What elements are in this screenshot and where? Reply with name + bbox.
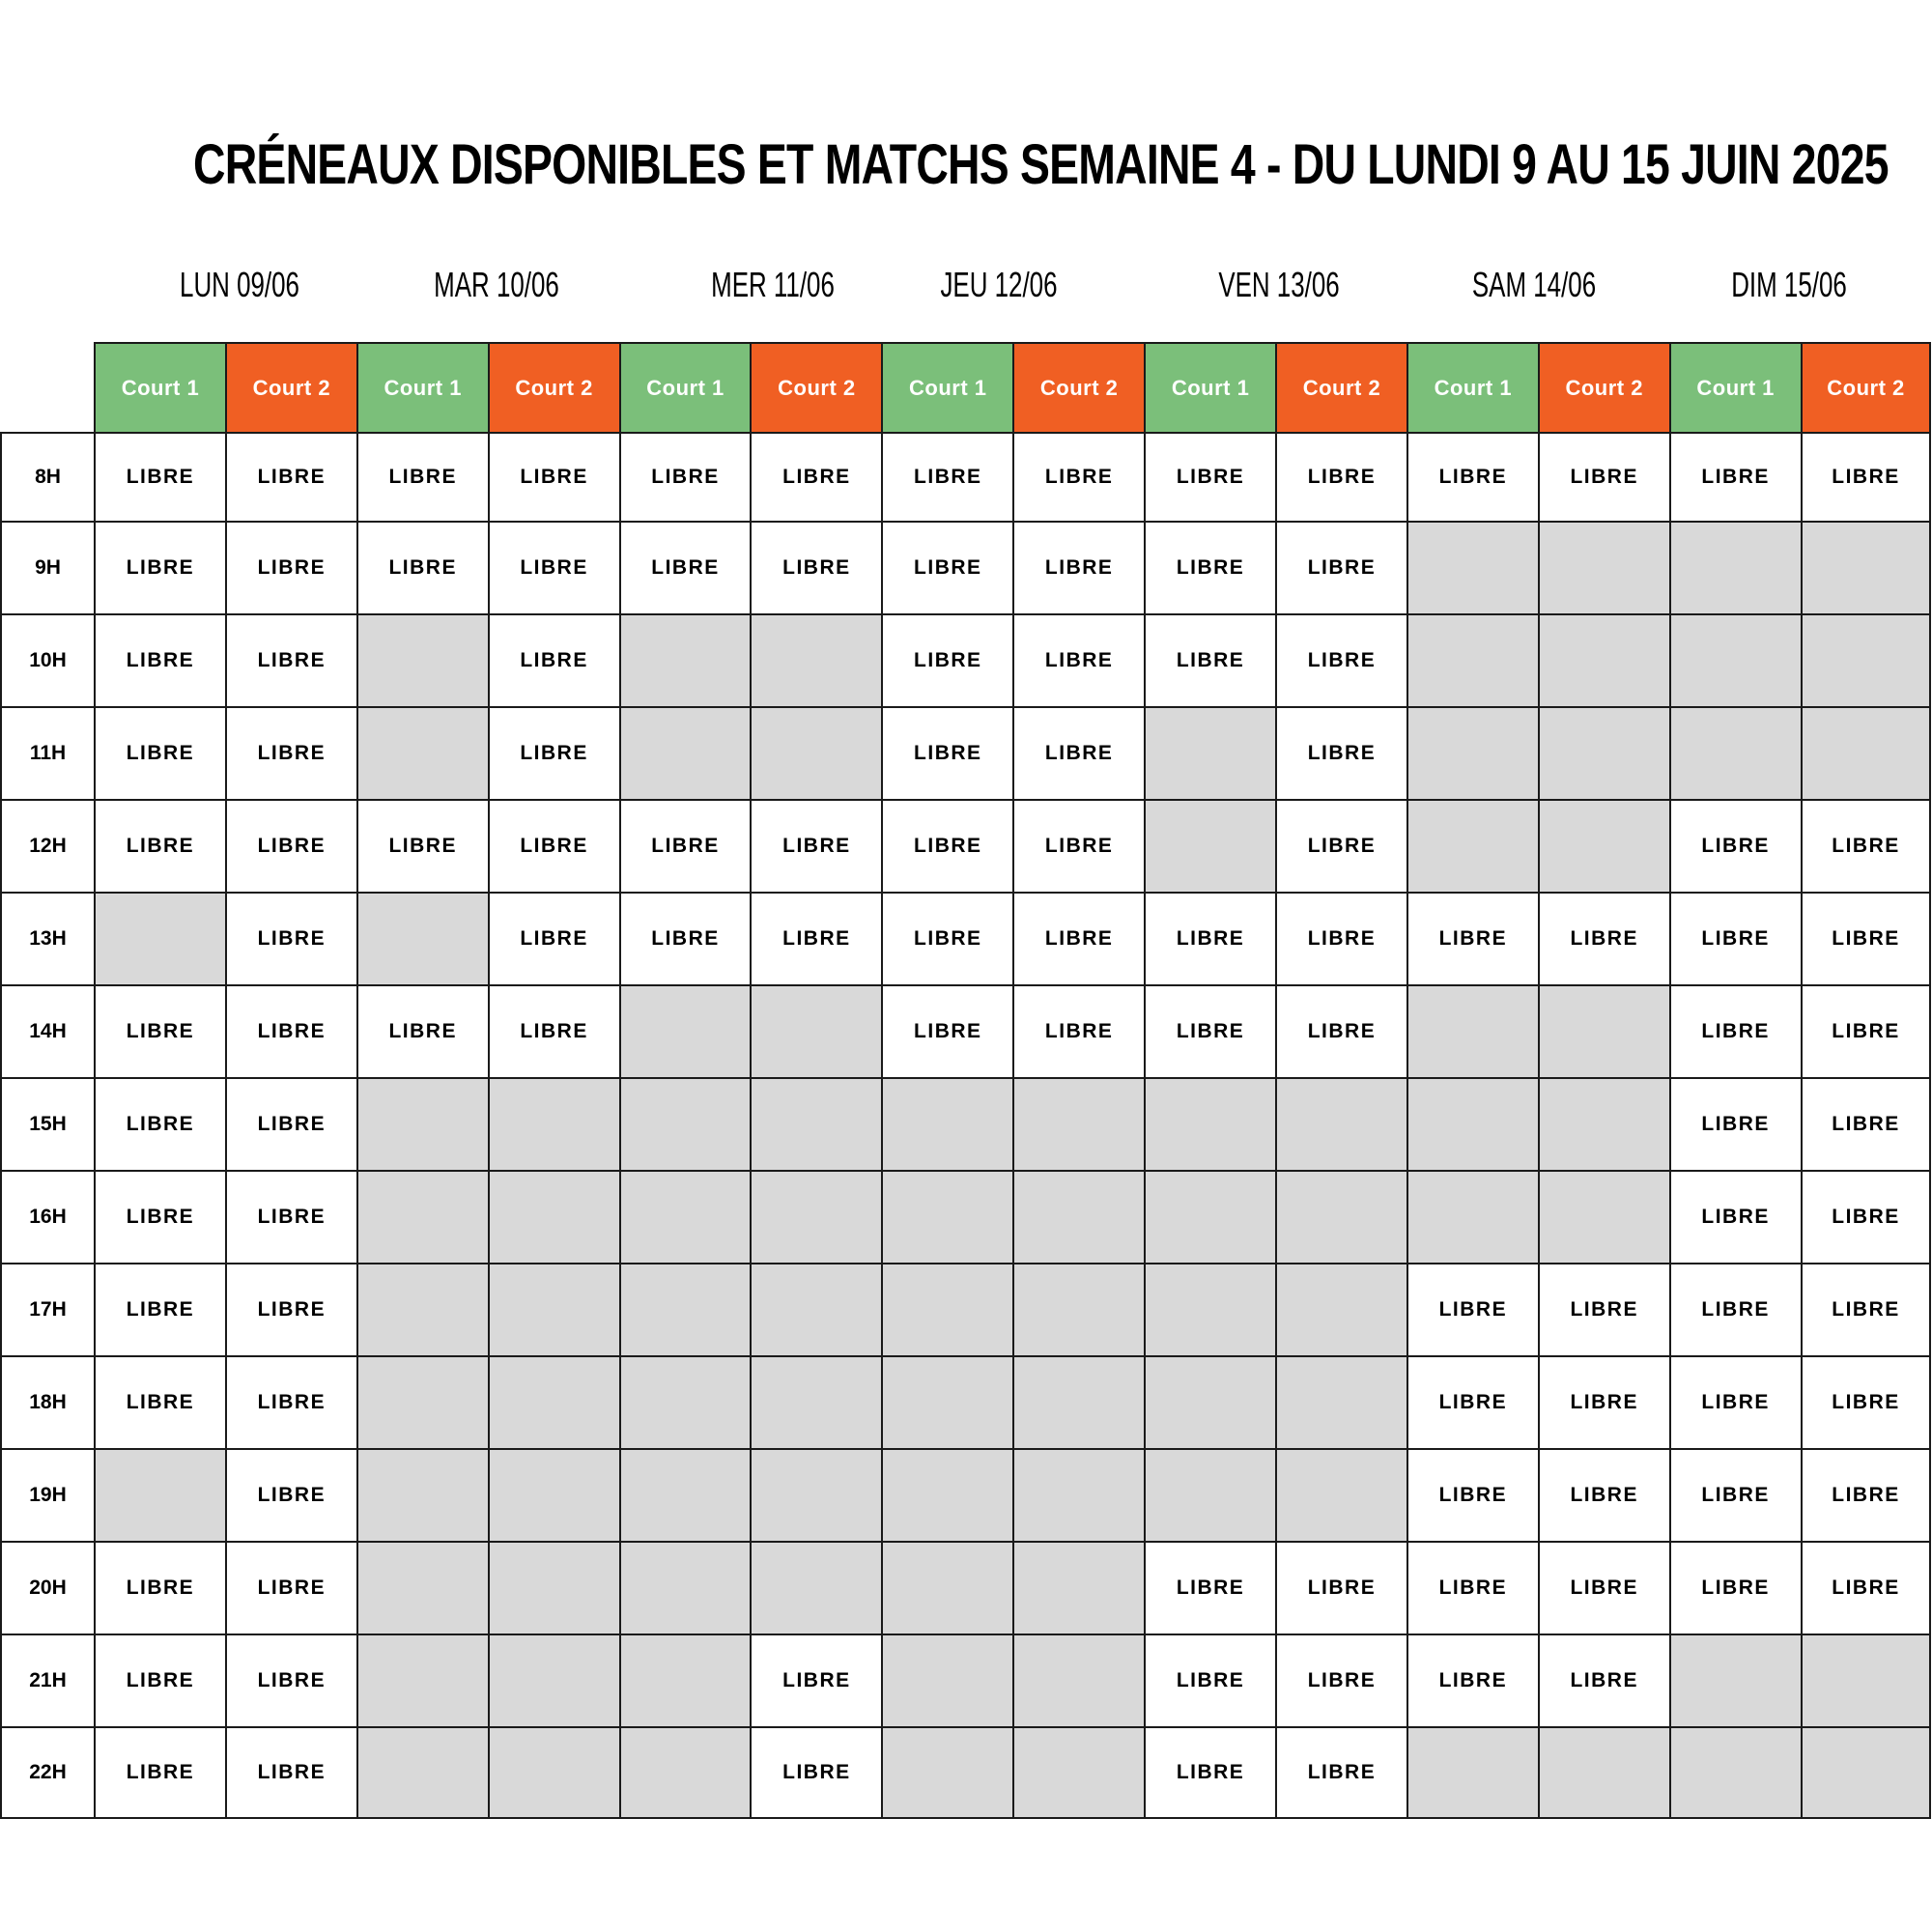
- slot-free[interactable]: LIBRE: [1406, 892, 1538, 984]
- court-header-2: Court 2: [1012, 342, 1144, 432]
- hour-label: 13H: [0, 892, 94, 984]
- slot-free[interactable]: LIBRE: [94, 984, 225, 1077]
- slot-free[interactable]: LIBRE: [225, 1726, 356, 1819]
- hour-label: 10H: [0, 613, 94, 706]
- slot-free[interactable]: LIBRE: [1669, 1077, 1801, 1170]
- slot-free[interactable]: LIBRE: [750, 799, 881, 892]
- slot-blocked: [619, 1448, 751, 1541]
- slot-free[interactable]: LIBRE: [1669, 1170, 1801, 1263]
- slot-blocked: [881, 1355, 1012, 1448]
- slot-blocked: [356, 1634, 488, 1726]
- slot-blocked: [1538, 521, 1669, 613]
- slot-free[interactable]: LIBRE: [225, 892, 356, 984]
- slot-blocked: [1275, 1263, 1406, 1355]
- slot-free[interactable]: LIBRE: [1012, 521, 1144, 613]
- slot-free[interactable]: LIBRE: [1801, 984, 1932, 1077]
- slot-free[interactable]: LIBRE: [1669, 1355, 1801, 1448]
- slot-blocked: [1669, 1634, 1801, 1726]
- slot-free[interactable]: LIBRE: [1275, 1634, 1406, 1726]
- court-header-1: Court 1: [1406, 342, 1538, 432]
- slot-blocked: [750, 613, 881, 706]
- slot-free[interactable]: LIBRE: [1406, 432, 1538, 521]
- slot-free[interactable]: LIBRE: [1144, 432, 1275, 521]
- day-header: MAR 10/06: [434, 265, 559, 304]
- slot-free[interactable]: LIBRE: [1669, 799, 1801, 892]
- slot-free[interactable]: LIBRE: [881, 521, 1012, 613]
- slot-blocked: [356, 613, 488, 706]
- slot-blocked: [488, 1355, 619, 1448]
- court-header-1: Court 1: [619, 342, 751, 432]
- slot-blocked: [619, 1541, 751, 1634]
- slot-blocked: [1538, 706, 1669, 799]
- day-header: JEU 12/06: [940, 265, 1058, 304]
- slot-blocked: [1012, 1448, 1144, 1541]
- slot-blocked: [1012, 1263, 1144, 1355]
- slot-blocked: [1144, 1077, 1275, 1170]
- slot-free[interactable]: LIBRE: [1538, 1355, 1669, 1448]
- slot-free[interactable]: LIBRE: [1669, 984, 1801, 1077]
- slot-blocked: [1538, 984, 1669, 1077]
- slot-free[interactable]: LIBRE: [225, 1634, 356, 1726]
- slot-free[interactable]: LIBRE: [1012, 613, 1144, 706]
- slot-free[interactable]: LIBRE: [1538, 1541, 1669, 1634]
- slot-blocked: [1144, 1448, 1275, 1541]
- court-header-2: Court 2: [488, 342, 619, 432]
- slot-free[interactable]: LIBRE: [94, 706, 225, 799]
- slot-blocked: [1012, 1726, 1144, 1819]
- slot-free[interactable]: LIBRE: [94, 1170, 225, 1263]
- slot-blocked: [356, 1355, 488, 1448]
- slot-free[interactable]: LIBRE: [1275, 613, 1406, 706]
- slot-blocked: [1538, 1077, 1669, 1170]
- slot-free[interactable]: LIBRE: [1012, 706, 1144, 799]
- hour-label: 20H: [0, 1541, 94, 1634]
- slot-blocked: [1538, 1726, 1669, 1819]
- slot-blocked: [488, 1726, 619, 1819]
- day-header: VEN 13/06: [1218, 265, 1340, 304]
- slot-free[interactable]: LIBRE: [94, 1726, 225, 1819]
- slot-free[interactable]: LIBRE: [225, 613, 356, 706]
- slot-blocked: [1801, 521, 1932, 613]
- slot-blocked: [356, 706, 488, 799]
- slot-free[interactable]: LIBRE: [1144, 984, 1275, 1077]
- court-header-2: Court 2: [1538, 342, 1669, 432]
- hour-label: 8H: [0, 432, 94, 521]
- court-header-1: Court 1: [1669, 342, 1801, 432]
- slot-free[interactable]: LIBRE: [1801, 799, 1932, 892]
- slot-blocked: [488, 1448, 619, 1541]
- slot-blocked: [750, 1170, 881, 1263]
- slot-free[interactable]: LIBRE: [1538, 892, 1669, 984]
- slot-free[interactable]: LIBRE: [94, 1355, 225, 1448]
- slot-free[interactable]: LIBRE: [1012, 892, 1144, 984]
- slot-blocked: [1801, 1634, 1932, 1726]
- slot-free[interactable]: LIBRE: [1144, 613, 1275, 706]
- slot-blocked: [1275, 1355, 1406, 1448]
- slot-free[interactable]: LIBRE: [488, 706, 619, 799]
- slot-free[interactable]: LIBRE: [1669, 892, 1801, 984]
- hour-label: 12H: [0, 799, 94, 892]
- slot-free[interactable]: LIBRE: [1012, 432, 1144, 521]
- slot-blocked: [1801, 613, 1932, 706]
- schedule-grid: [0, 342, 1932, 1819]
- slot-blocked: [1538, 1170, 1669, 1263]
- slot-free[interactable]: LIBRE: [1538, 1634, 1669, 1726]
- slot-free[interactable]: LIBRE: [94, 1541, 225, 1634]
- slot-blocked: [881, 1077, 1012, 1170]
- slot-free[interactable]: LIBRE: [1144, 892, 1275, 984]
- slot-blocked: [1669, 521, 1801, 613]
- slot-free[interactable]: LIBRE: [881, 892, 1012, 984]
- slot-free[interactable]: LIBRE: [1801, 432, 1932, 521]
- hour-label: 15H: [0, 1077, 94, 1170]
- slot-free[interactable]: LIBRE: [1538, 1263, 1669, 1355]
- slot-blocked: [1406, 1726, 1538, 1819]
- slot-blocked: [750, 984, 881, 1077]
- slot-blocked: [1669, 706, 1801, 799]
- slot-free[interactable]: LIBRE: [881, 613, 1012, 706]
- slot-blocked: [94, 892, 225, 984]
- slot-blocked: [488, 1541, 619, 1634]
- hour-label: 17H: [0, 1263, 94, 1355]
- slot-blocked: [750, 1541, 881, 1634]
- court-header-2: Court 2: [750, 342, 881, 432]
- slot-free[interactable]: LIBRE: [619, 521, 751, 613]
- slot-blocked: [881, 1726, 1012, 1819]
- slot-free[interactable]: LIBRE: [94, 432, 225, 521]
- slot-blocked: [881, 1541, 1012, 1634]
- slot-free[interactable]: LIBRE: [750, 1634, 881, 1726]
- slot-blocked: [619, 1634, 751, 1726]
- slot-blocked: [1144, 1263, 1275, 1355]
- slot-free[interactable]: LIBRE: [225, 706, 356, 799]
- slot-blocked: [1144, 1170, 1275, 1263]
- slot-blocked: [619, 1077, 751, 1170]
- slot-free[interactable]: LIBRE: [1801, 1263, 1932, 1355]
- slot-free[interactable]: LIBRE: [225, 1448, 356, 1541]
- slot-blocked: [1669, 613, 1801, 706]
- slot-free[interactable]: LIBRE: [225, 1170, 356, 1263]
- slot-free[interactable]: LIBRE: [1669, 432, 1801, 521]
- hour-label: 18H: [0, 1355, 94, 1448]
- slot-free[interactable]: LIBRE: [356, 521, 488, 613]
- slot-free[interactable]: LIBRE: [94, 1634, 225, 1726]
- slot-free[interactable]: LIBRE: [1144, 1634, 1275, 1726]
- slot-free[interactable]: LIBRE: [356, 432, 488, 521]
- slot-blocked: [356, 1170, 488, 1263]
- slot-blocked: [619, 1170, 751, 1263]
- slot-blocked: [1669, 1726, 1801, 1819]
- slot-free[interactable]: LIBRE: [1801, 1355, 1932, 1448]
- slot-blocked: [1275, 1448, 1406, 1541]
- slot-free[interactable]: LIBRE: [1538, 1448, 1669, 1541]
- slot-blocked: [881, 1170, 1012, 1263]
- slot-free[interactable]: LIBRE: [1801, 1448, 1932, 1541]
- court-header-2: Court 2: [1275, 342, 1406, 432]
- slot-free[interactable]: LIBRE: [1669, 1263, 1801, 1355]
- slot-free[interactable]: LIBRE: [1012, 984, 1144, 1077]
- slot-free[interactable]: LIBRE: [750, 1726, 881, 1819]
- slot-free[interactable]: LIBRE: [1275, 521, 1406, 613]
- slot-free[interactable]: LIBRE: [1275, 432, 1406, 521]
- hour-label: 19H: [0, 1448, 94, 1541]
- slot-free[interactable]: LIBRE: [1012, 799, 1144, 892]
- slot-blocked: [1538, 613, 1669, 706]
- slot-blocked: [1012, 1541, 1144, 1634]
- slot-blocked: [356, 892, 488, 984]
- slot-blocked: [356, 1541, 488, 1634]
- hour-label: 21H: [0, 1634, 94, 1726]
- slot-free[interactable]: LIBRE: [1144, 521, 1275, 613]
- slot-free[interactable]: LIBRE: [619, 799, 751, 892]
- slot-free[interactable]: LIBRE: [488, 613, 619, 706]
- slot-free[interactable]: LIBRE: [881, 799, 1012, 892]
- slot-free[interactable]: LIBRE: [1275, 1726, 1406, 1819]
- slot-blocked: [1012, 1077, 1144, 1170]
- slot-free[interactable]: LIBRE: [356, 799, 488, 892]
- day-header: MER 11/06: [711, 265, 835, 304]
- court-header-1: Court 1: [881, 342, 1012, 432]
- hour-label: 16H: [0, 1170, 94, 1263]
- slot-free[interactable]: LIBRE: [1275, 892, 1406, 984]
- slot-free[interactable]: LIBRE: [881, 984, 1012, 1077]
- slot-free[interactable]: LIBRE: [225, 799, 356, 892]
- slot-blocked: [750, 1355, 881, 1448]
- slot-blocked: [1801, 1726, 1932, 1819]
- slot-free[interactable]: LIBRE: [488, 521, 619, 613]
- slot-blocked: [619, 1355, 751, 1448]
- slot-blocked: [94, 1448, 225, 1541]
- day-header: DIM 15/06: [1731, 265, 1847, 304]
- slot-blocked: [1012, 1355, 1144, 1448]
- slot-blocked: [1801, 706, 1932, 799]
- slot-blocked: [1406, 984, 1538, 1077]
- hour-label: 9H: [0, 521, 94, 613]
- slot-free[interactable]: LIBRE: [1144, 1541, 1275, 1634]
- slot-blocked: [1275, 1077, 1406, 1170]
- slot-free[interactable]: LIBRE: [94, 799, 225, 892]
- court-header-1: Court 1: [94, 342, 225, 432]
- slot-blocked: [1406, 799, 1538, 892]
- slot-free[interactable]: LIBRE: [1406, 1634, 1538, 1726]
- slot-free[interactable]: LIBRE: [1801, 1170, 1932, 1263]
- slot-blocked: [619, 1263, 751, 1355]
- slot-free[interactable]: LIBRE: [488, 984, 619, 1077]
- slot-free[interactable]: LIBRE: [225, 432, 356, 521]
- court-header-1: Court 1: [1144, 342, 1275, 432]
- slot-free[interactable]: LIBRE: [225, 521, 356, 613]
- slot-blocked: [1275, 1170, 1406, 1263]
- slot-blocked: [356, 1077, 488, 1170]
- slot-free[interactable]: LIBRE: [225, 984, 356, 1077]
- slot-free[interactable]: LIBRE: [488, 892, 619, 984]
- slot-free[interactable]: LIBRE: [1801, 1541, 1932, 1634]
- slot-free[interactable]: LIBRE: [1538, 432, 1669, 521]
- hour-label: 14H: [0, 984, 94, 1077]
- slot-blocked: [488, 1170, 619, 1263]
- slot-free[interactable]: LIBRE: [619, 892, 751, 984]
- slot-blocked: [488, 1634, 619, 1726]
- slot-blocked: [881, 1263, 1012, 1355]
- slot-blocked: [1406, 1077, 1538, 1170]
- slot-free[interactable]: LIBRE: [225, 1263, 356, 1355]
- slot-blocked: [619, 706, 751, 799]
- slot-free[interactable]: LIBRE: [225, 1541, 356, 1634]
- slot-free[interactable]: LIBRE: [750, 892, 881, 984]
- slot-free[interactable]: LIBRE: [1406, 1263, 1538, 1355]
- grid-corner: [0, 342, 94, 432]
- slot-blocked: [750, 706, 881, 799]
- slot-free[interactable]: LIBRE: [1801, 892, 1932, 984]
- slot-free[interactable]: LIBRE: [750, 432, 881, 521]
- slot-free[interactable]: LIBRE: [1669, 1541, 1801, 1634]
- slot-blocked: [750, 1263, 881, 1355]
- slot-blocked: [1012, 1634, 1144, 1726]
- slot-blocked: [619, 984, 751, 1077]
- slot-free[interactable]: LIBRE: [881, 706, 1012, 799]
- slot-blocked: [1144, 706, 1275, 799]
- slot-blocked: [1406, 613, 1538, 706]
- slot-free[interactable]: LIBRE: [1275, 984, 1406, 1077]
- slot-free[interactable]: LIBRE: [225, 1355, 356, 1448]
- slot-free[interactable]: LIBRE: [1275, 799, 1406, 892]
- slot-free[interactable]: LIBRE: [750, 521, 881, 613]
- day-header: LUN 09/06: [180, 265, 299, 304]
- slot-blocked: [1538, 799, 1669, 892]
- slot-blocked: [1012, 1170, 1144, 1263]
- slot-blocked: [356, 1448, 488, 1541]
- slot-free[interactable]: LIBRE: [619, 432, 751, 521]
- slot-free[interactable]: LIBRE: [1801, 1077, 1932, 1170]
- slot-free[interactable]: LIBRE: [94, 1263, 225, 1355]
- slot-free[interactable]: LIBRE: [1669, 1448, 1801, 1541]
- slot-free[interactable]: LIBRE: [488, 432, 619, 521]
- slot-free[interactable]: LIBRE: [1144, 1726, 1275, 1819]
- court-header-2: Court 2: [1801, 342, 1932, 432]
- slot-blocked: [488, 1077, 619, 1170]
- court-header-2: Court 2: [225, 342, 356, 432]
- slot-free[interactable]: LIBRE: [94, 521, 225, 613]
- slot-blocked: [488, 1263, 619, 1355]
- slot-blocked: [881, 1448, 1012, 1541]
- slot-blocked: [1144, 1355, 1275, 1448]
- slot-blocked: [619, 1726, 751, 1819]
- slot-blocked: [356, 1726, 488, 1819]
- slot-blocked: [356, 1263, 488, 1355]
- court-header-1: Court 1: [356, 342, 488, 432]
- hour-label: 11H: [0, 706, 94, 799]
- slot-free[interactable]: LIBRE: [1406, 1355, 1538, 1448]
- slot-free[interactable]: LIBRE: [94, 613, 225, 706]
- slot-free[interactable]: LIBRE: [94, 1077, 225, 1170]
- slot-blocked: [1406, 521, 1538, 613]
- slot-blocked: [619, 613, 751, 706]
- slot-free[interactable]: LIBRE: [356, 984, 488, 1077]
- slot-blocked: [881, 1634, 1012, 1726]
- slot-free[interactable]: LIBRE: [1406, 1448, 1538, 1541]
- slot-free[interactable]: LIBRE: [1275, 706, 1406, 799]
- day-header: SAM 14/06: [1471, 265, 1597, 304]
- slot-free[interactable]: LIBRE: [488, 799, 619, 892]
- slot-free[interactable]: LIBRE: [881, 432, 1012, 521]
- page-title: CRÉNEAUX DISPONIBLES ET MATCHS SEMAINE 4 - DU LUNDI 9 AU 15 JUIN 2025: [193, 133, 1889, 196]
- slot-blocked: [1406, 1170, 1538, 1263]
- slot-blocked: [1144, 799, 1275, 892]
- slot-free[interactable]: LIBRE: [1275, 1541, 1406, 1634]
- slot-free[interactable]: LIBRE: [1406, 1541, 1538, 1634]
- slot-blocked: [750, 1077, 881, 1170]
- slot-blocked: [750, 1448, 881, 1541]
- slot-blocked: [1406, 706, 1538, 799]
- hour-label: 22H: [0, 1726, 94, 1819]
- slot-free[interactable]: LIBRE: [225, 1077, 356, 1170]
